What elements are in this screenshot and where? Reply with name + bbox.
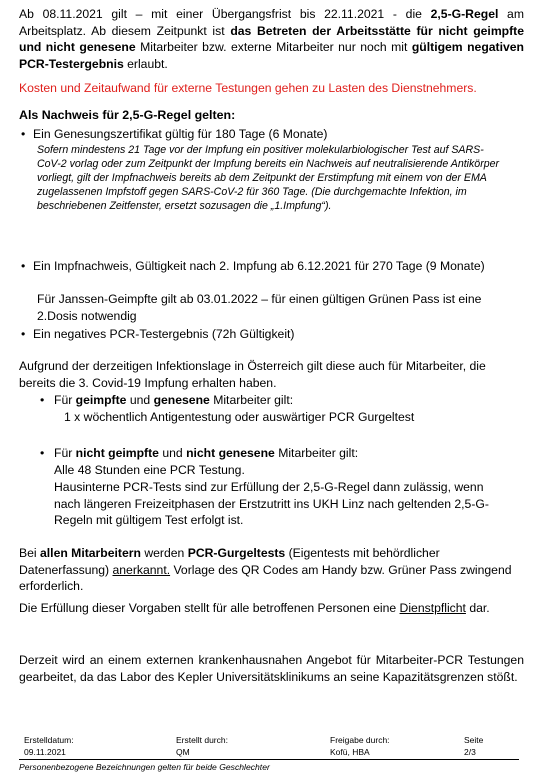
footer-page-label: Seite — [464, 735, 484, 745]
bullet-icon: • — [40, 446, 45, 460]
bullet-text: Ein Genesungszertifikat gültig für 180 Tage (6 Monate) — [33, 127, 328, 141]
intro-text: erlaubt. — [123, 56, 168, 71]
inhouse-pcr-rule: Hausinterne PCR-Tests sind zur Erfüllung der 2,5-G-Regel dann zulässig, wenn nach längeren Freizeitphasen der Erstzutritt ins UKH Linz nach geltenden 2,5-G-Regeln mit gültigem Test erfolgt ist. — [54, 480, 489, 527]
antigen-test-rule: 1 x wöchentlich Antigentestung oder auswärtiger PCR Gurgeltest — [64, 410, 415, 424]
intro-text: am Arbeitsplatz. Ab diesem Zeitpunkt ist — [19, 7, 524, 38]
gender-note: Personenbezogene Bezeichnungen gelten für beide Geschlechter — [19, 762, 270, 772]
bullet-text: Ein negatives PCR-Testergebnis (72h Gültigkeit) — [33, 327, 295, 341]
bullet-text: Für nicht geimpfte und nicht genesene Mitarbeiter gilt: — [54, 446, 359, 460]
footer-created-value: 09.11.2021 — [24, 747, 66, 757]
italic-note: Sofern mindestens 21 Tage vor der Impfung ein positiver molekularbiologischer Test auf SARS-CoV-2 vorlag oder zum Zeitpunkt der Impfung bereits ein Nachweis auf neutralisierende Antikörper vorliegt, gilt der Impfnachweis bereits ab dem Zeitpunkt der Erstimpfung mit einem von der EMA zugelassenen Impfstoff gegen SARS-CoV-2 für 360 Tage. (Die durchgemachte Infektion, im beschriebenen Zeitfenster, ersetzt sozusagen die „1.Impfung“). — [37, 144, 500, 213]
intro-paragraph — [19, 6, 524, 72]
bullet-icon: • — [21, 327, 26, 341]
external-testing-paragraph: Derzeit wird an einem externen krankenhausnahen Angebot für Mitarbeiter-PCR Testungen gearbeitet, da das Labor des Kepler Universitätsklinikums an seine Kapazitätsgrenzen stößt. — [19, 653, 524, 684]
rule-name: 2,5-G-Regel — [430, 7, 499, 21]
bullet-icon: • — [21, 127, 26, 141]
intro-text: Mitarbeiter bzw. externe Mitarbeiter nur noch mit — [135, 40, 412, 54]
gargle-test-paragraph: Bei allen Mitarbeitern werden PCR-Gurgeltests (Eigentests mit behördlicher Datenerfassung) anerkannt. Vorlage des QR Codes am Handy bzw. Grüner Pass zwingend erforderlich. — [19, 546, 512, 593]
duty-paragraph: Die Erfüllung dieser Vorgaben stellt für alle betroffenen Personen eine Dienstpflicht dar. — [19, 601, 490, 615]
footer-created-label: Erstelldatum: — [24, 735, 74, 745]
cost-notice: Kosten und Zeitaufwand für externe Testungen gehen zu Lasten des Dienstnehmers. — [19, 81, 477, 95]
footer-author-value: QM — [176, 747, 190, 757]
bullet-text: Für geimpfte und genesene Mitarbeiter gilt: — [54, 393, 294, 407]
janssen-note: Für Janssen-Geimpfte gilt ab 03.01.2022 – für einen gültigen Grünen Pass ist eine 2.Dosis notwendig — [37, 292, 482, 323]
infection-paragraph: Aufgrund der derzeitigen Infektionslage in Österreich gilt diese auch für Mitarbeiter, die bereits die 3. Covid-19 Impfung erhalten haben. — [19, 359, 486, 390]
bullet-icon: • — [21, 259, 26, 273]
bullet-icon: • — [40, 393, 45, 407]
footer-release-label: Freigabe durch: — [330, 735, 390, 745]
pcr-requirement-text: gültigem negativen PCR-Testergebnis — [19, 40, 524, 71]
proof-heading: Als Nachweis für 2,5-G-Regel gelten: — [19, 108, 236, 122]
access-rule-text: das Betreten der Arbeitsstätte für nicht geimpfte und nicht genesene — [19, 23, 524, 54]
footer-release-value: Kofü, HBA — [330, 747, 370, 757]
footer-page-value: 2/3 — [464, 747, 476, 757]
footer-divider — [19, 759, 519, 760]
bullet-text: Ein Impfnachweis, Gültigkeit nach 2. Impfung ab 6.12.2021 für 270 Tage (9 Monate) — [33, 259, 485, 273]
intro-text: Ab 08.11.2021 gilt – mit einer Übergangsfrist bis 22.11.2021 - die — [19, 7, 431, 21]
footer-author-label: Erstellt durch: — [176, 735, 228, 745]
pcr-48h-rule: Alle 48 Stunden eine PCR Testung. — [54, 463, 245, 477]
